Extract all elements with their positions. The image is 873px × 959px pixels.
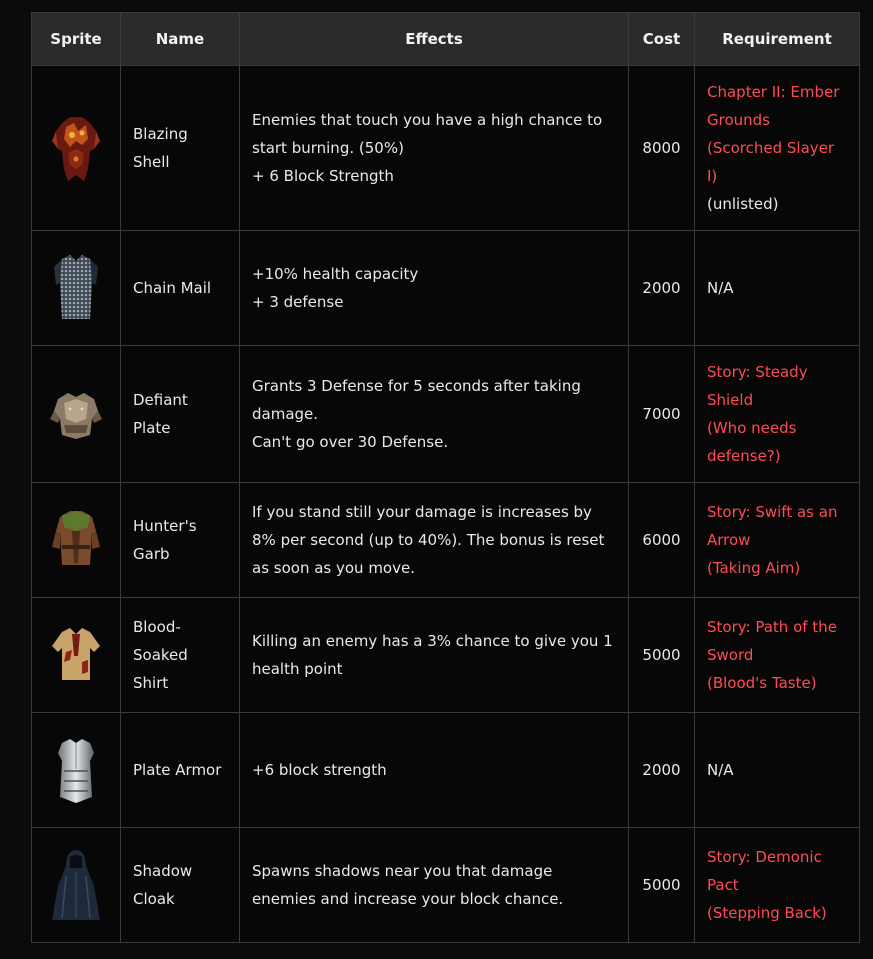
blood-soaked-shirt-armor-icon	[48, 616, 104, 694]
cost-cell: 2000	[629, 231, 695, 346]
effects-cell	[240, 713, 629, 828]
requirement-link[interactable]: Story: Swift as an Arrow	[707, 503, 838, 549]
effects-cell	[240, 483, 629, 598]
table-row	[32, 483, 860, 598]
requirement-cell	[695, 598, 860, 713]
effect-line: Grants 3 Defense for 5 seconds after taking damage.	[252, 377, 581, 423]
armor-table-container	[31, 12, 859, 943]
hunters-garb-armor-icon	[48, 501, 104, 579]
requirement-cell	[695, 713, 860, 828]
requirement-cell	[695, 483, 860, 598]
effects-cell	[240, 231, 629, 346]
cost-cell: 5000	[629, 828, 695, 943]
requirement-link[interactable]: (Scorched Slayer I)	[707, 139, 835, 185]
cost-cell: 5000	[629, 598, 695, 713]
requirement-note: N/A	[707, 761, 734, 779]
chain-mail-armor-icon	[48, 249, 104, 327]
requirement-link[interactable]: (Taking Aim)	[707, 559, 801, 577]
effects-cell	[240, 598, 629, 713]
table-row	[32, 231, 860, 346]
table-header-row	[32, 13, 860, 66]
effect-line: Enemies that touch you have a high chance to start burning. (50%)	[252, 111, 603, 157]
name-cell: Shadow Cloak	[121, 828, 240, 943]
requirement-link[interactable]: Story: Demonic Pact	[707, 848, 822, 894]
table-row	[32, 346, 860, 483]
name-cell: Hunter's Garb	[121, 483, 240, 598]
requirement-link[interactable]: Story: Path of the Sword	[707, 618, 837, 664]
requirement-link[interactable]: (Stepping Back)	[707, 904, 827, 922]
sprite-cell	[32, 231, 121, 346]
armor-table	[31, 12, 860, 943]
requirement-cell	[695, 828, 860, 943]
header-requirement: Requirement	[695, 13, 860, 66]
sprite-cell	[32, 828, 121, 943]
effect-line: + 3 defense	[252, 293, 344, 311]
sprite-cell	[32, 66, 121, 231]
requirement-cell	[695, 66, 860, 231]
requirement-link[interactable]: (Who needs defense?)	[707, 419, 797, 465]
name-cell: Plate Armor	[121, 713, 240, 828]
defiant-plate-armor-icon	[48, 375, 104, 453]
effect-line: + 6 Block Strength	[252, 167, 394, 185]
cost-cell: 2000	[629, 713, 695, 828]
requirement-link[interactable]: (Blood's Taste)	[707, 674, 817, 692]
effects-cell	[240, 828, 629, 943]
cost-cell: 6000	[629, 483, 695, 598]
header-name: Name	[121, 13, 240, 66]
header-effects: Effects	[240, 13, 629, 66]
effects-cell	[240, 346, 629, 483]
effect-line: Spawns shadows near you that damage enemies and increase your block chance.	[252, 862, 564, 908]
name-cell: Blood-Soaked Shirt	[121, 598, 240, 713]
header-sprite: Sprite	[32, 13, 121, 66]
cost-cell: 8000	[629, 66, 695, 231]
name-cell: Chain Mail	[121, 231, 240, 346]
requirement-link[interactable]: Chapter II: Ember Grounds	[707, 83, 840, 129]
name-cell: Defiant Plate	[121, 346, 240, 483]
effect-line: Can't go over 30 Defense.	[252, 433, 449, 451]
effect-line: +10% health capacity	[252, 265, 419, 283]
sprite-cell	[32, 346, 121, 483]
cost-cell: 7000	[629, 346, 695, 483]
sprite-cell	[32, 598, 121, 713]
shadow-cloak-armor-icon	[48, 846, 104, 924]
requirement-note: N/A	[707, 279, 734, 297]
table-row	[32, 828, 860, 943]
table-row	[32, 66, 860, 231]
sprite-cell	[32, 483, 121, 598]
header-cost: Cost	[629, 13, 695, 66]
effect-line: +6 block strength	[252, 761, 387, 779]
requirement-note: (unlisted)	[707, 195, 779, 213]
requirement-cell	[695, 231, 860, 346]
name-cell: Blazing Shell	[121, 66, 240, 231]
plate-armor-icon	[48, 731, 104, 809]
blazing-shell-armor-icon	[48, 109, 104, 187]
requirement-cell	[695, 346, 860, 483]
table-row	[32, 598, 860, 713]
table-row	[32, 713, 860, 828]
effect-line: Killing an enemy has a 3% chance to give you 1 health point	[252, 632, 613, 678]
effect-line: If you stand still your damage is increases by 8% per second (up to 40%). The bonus is reset as soon as you move.	[252, 503, 605, 577]
requirement-link[interactable]: Story: Steady Shield	[707, 363, 808, 409]
sprite-cell	[32, 713, 121, 828]
effects-cell	[240, 66, 629, 231]
